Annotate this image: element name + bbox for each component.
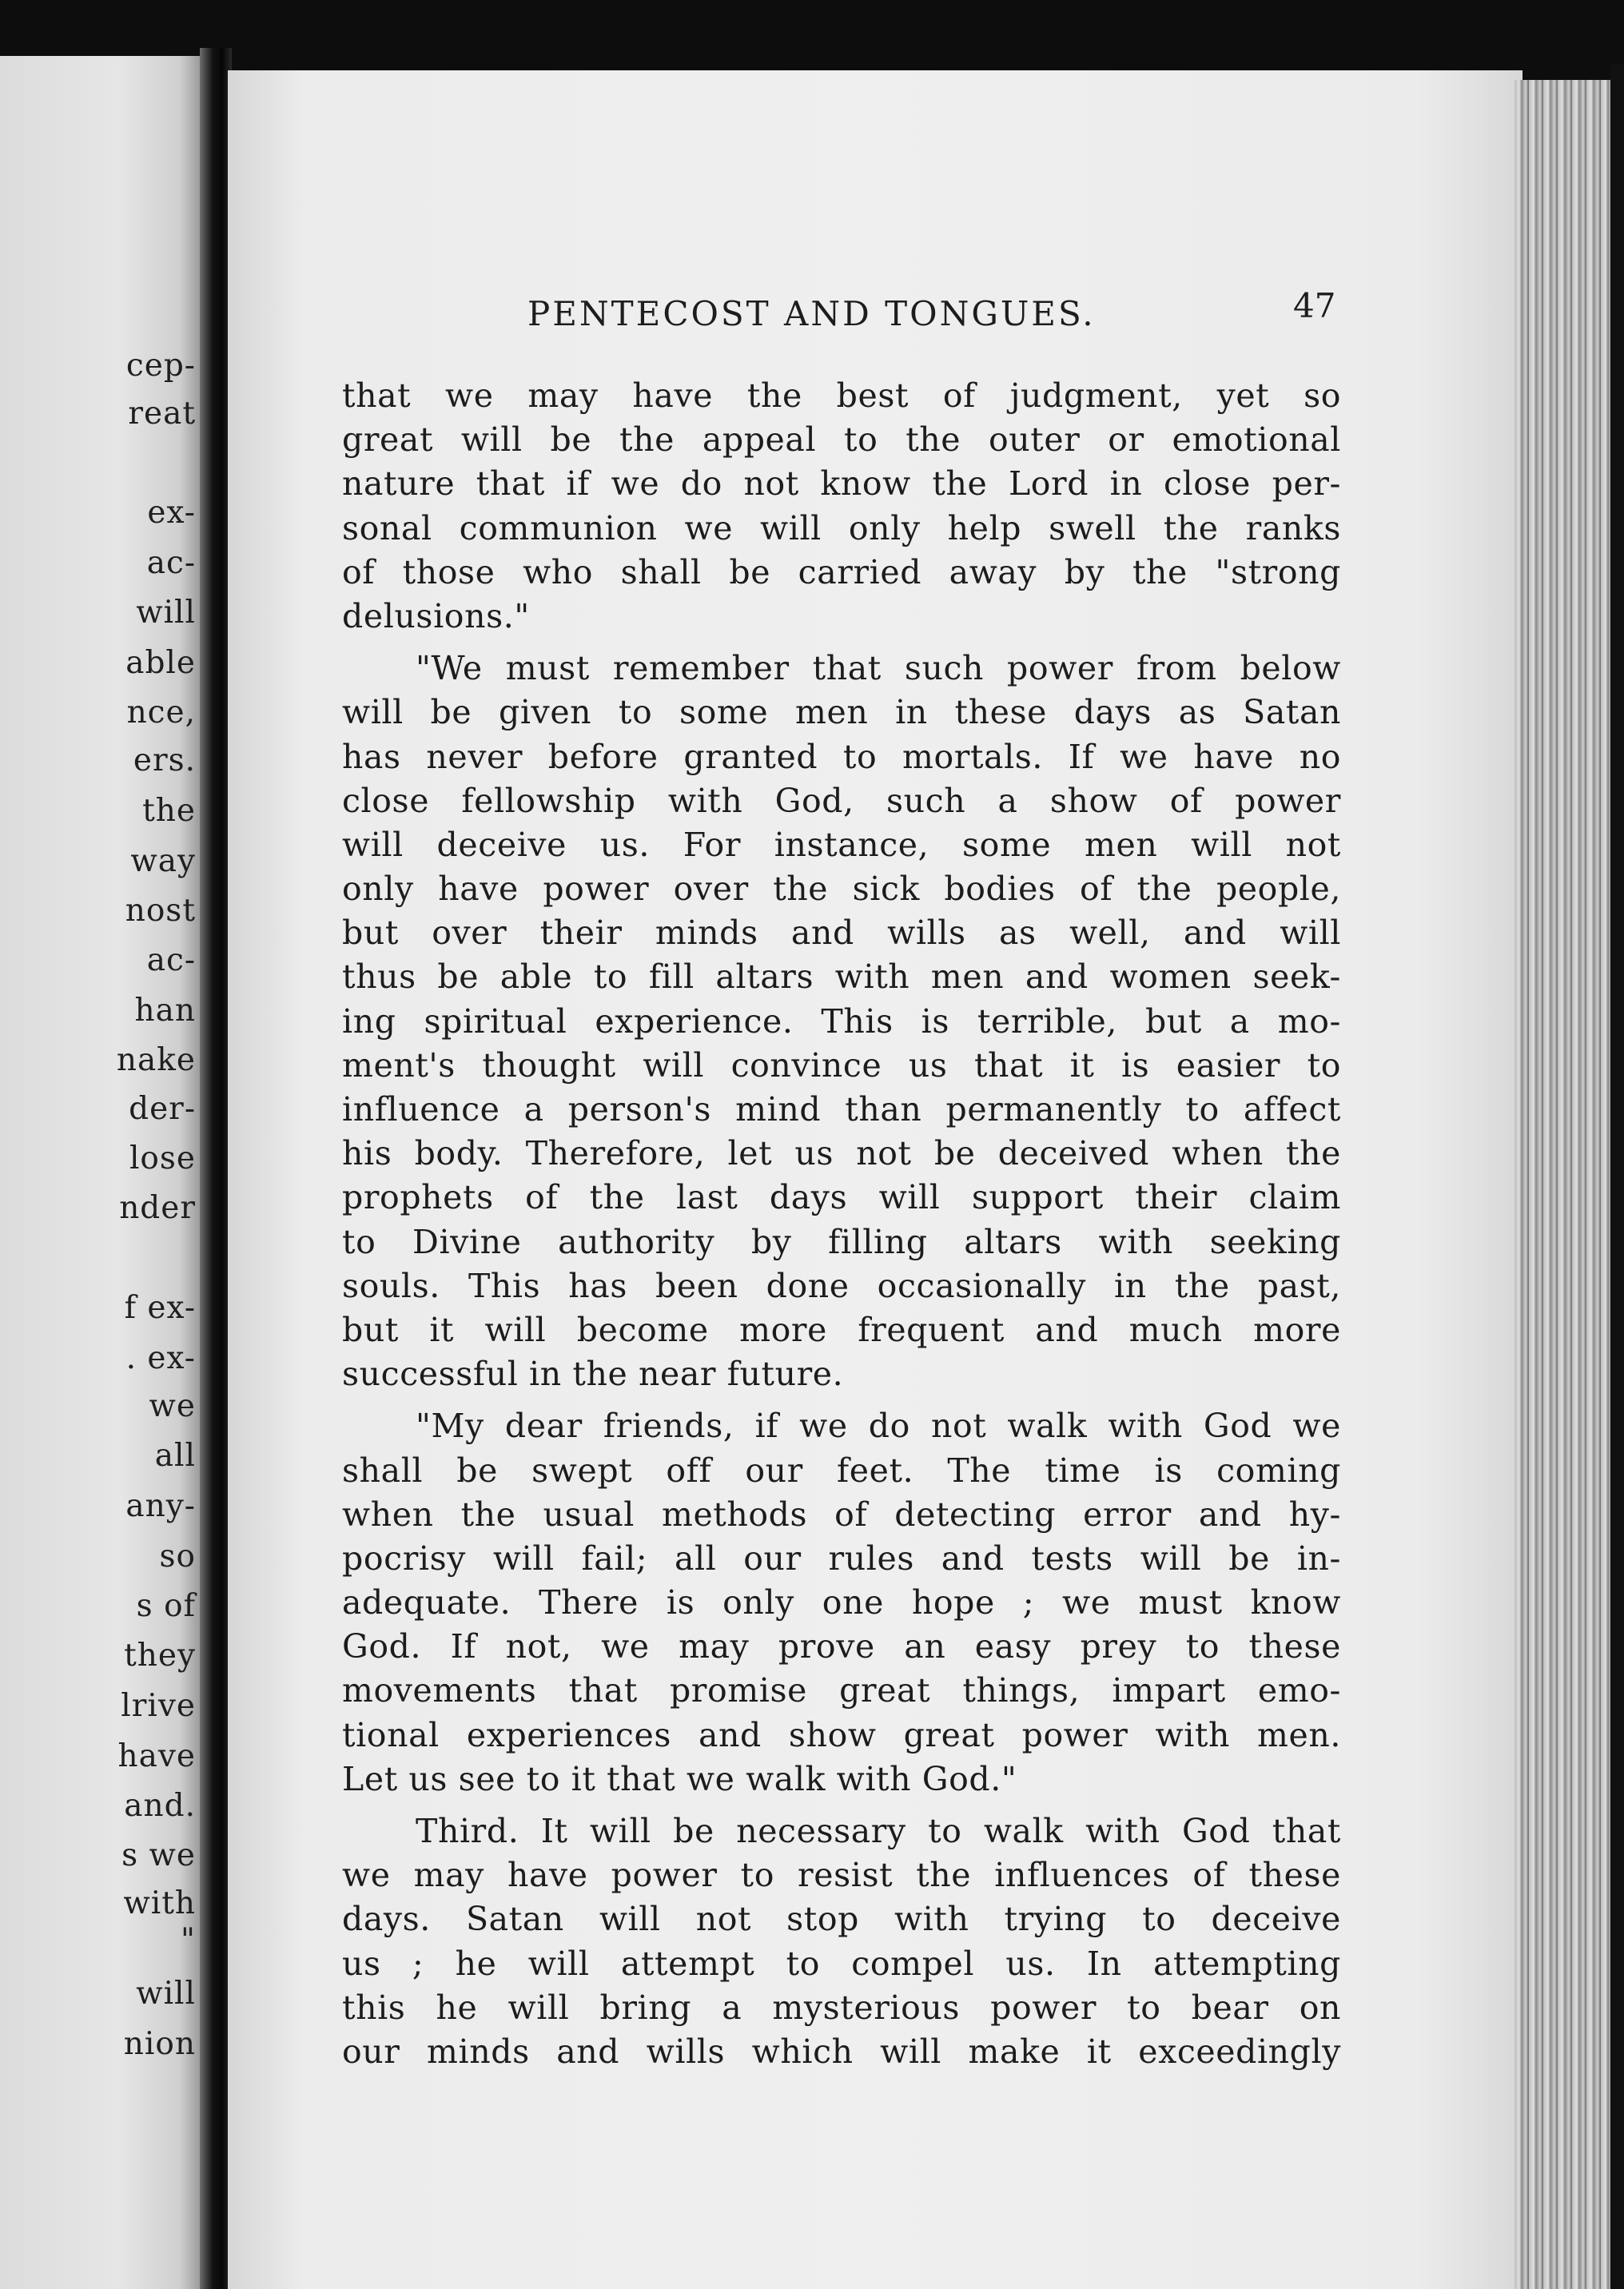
left-page-fragment: will: [136, 1976, 196, 2012]
left-page-fragment: cep-: [125, 348, 196, 384]
page-edges: [1515, 80, 1610, 2289]
paragraph: [342, 374, 1341, 639]
text-line: nature that if we do not know the Lord in close per-: [342, 464, 1341, 504]
text-line: this he will bring a mysterious power to bear on: [342, 1988, 1341, 2027]
text-line: us ; he will attempt to compel us. In attempting: [342, 1944, 1341, 1983]
left-page-fragment: way: [130, 843, 196, 879]
paragraph-gap: [342, 639, 1341, 647]
left-page-fragment: ex-: [147, 495, 196, 531]
left-page-fragment: able: [125, 645, 196, 681]
text-line: we may have power to resist the influences of these: [342, 1856, 1341, 1895]
text-line: thus be able to fill altars with men and women seek-: [342, 957, 1341, 997]
left-page-fragment: f ex-: [124, 1290, 196, 1326]
paragraph-gap: [342, 1801, 1341, 1809]
text-line: only have power over the sick bodies of the people,: [342, 870, 1341, 909]
left-page-fragment: nost: [125, 893, 196, 929]
left-page-fragment: nder: [119, 1190, 196, 1226]
text-line: shall be swept off our feet. The time is coming: [342, 1451, 1341, 1490]
text-line: pocrisy will fail; all our rules and tests will be in-: [342, 1539, 1341, 1578]
paragraph: [342, 1404, 1341, 1801]
running-title: PENTECOST AND TONGUES.: [527, 294, 1096, 333]
paragraph-gap: [342, 1396, 1341, 1404]
text-line: days. Satan will not stop with trying to deceive: [342, 1900, 1341, 1939]
left-page-fragment: lrive: [121, 1688, 196, 1724]
text-line: tional experiences and show great power with men.: [342, 1715, 1341, 1754]
text-line: prophets of the last days will support their claim: [342, 1178, 1341, 1217]
text-line: his body. Therefore, let us not be deceived when the: [342, 1134, 1341, 1173]
text-line: Third. It will be necessary to walk with God that: [416, 1812, 1341, 1850]
text-line: but over their minds and wills as well, and will: [342, 914, 1341, 953]
text-line: adequate. There is only one hope ; we must know: [342, 1583, 1341, 1622]
text-line: that we may have the best of judgment, yet so: [342, 376, 1341, 415]
paragraph: [342, 1809, 1341, 2074]
text-line: close fellowship with God, such a show of power: [342, 781, 1341, 820]
text-line: "My dear friends, if we do not walk with God we: [416, 1407, 1341, 1446]
text-line: has never before granted to mortals. If we have no: [342, 737, 1341, 776]
text-line: influence a person's mind than permanently to affect: [342, 1090, 1341, 1129]
left-page-fragment: ac-: [146, 545, 196, 581]
page-header: [527, 286, 1336, 342]
text-line: when the usual methods of detecting error and hy-: [342, 1495, 1341, 1534]
left-page-fragment: ": [181, 1922, 196, 1958]
left-page-fragment: so: [159, 1539, 196, 1574]
left-page-fragment: with: [123, 1885, 196, 1921]
text-line: to Divine authority by filling altars with seeking: [342, 1222, 1341, 1261]
edge-shadow: [1610, 64, 1624, 2289]
text-line: will deceive us. For instance, some men will not: [342, 825, 1341, 864]
left-page-fragment: s we: [121, 1837, 196, 1873]
left-page-fragment: all: [154, 1438, 196, 1474]
left-page-fragment: reat: [128, 396, 196, 432]
book-gutter: [200, 48, 232, 2289]
page-number: 47: [1293, 286, 1336, 325]
text-line: our minds and wills which will make it exceedingly: [342, 2032, 1341, 2071]
text-line: sonal communion we will only help swell the ranks: [342, 508, 1341, 547]
left-page-fragment: . ex-: [125, 1340, 196, 1376]
left-page-fragment: nake: [116, 1042, 196, 1078]
left-page-fragment: han: [134, 993, 196, 1029]
left-page-fragment: will: [136, 595, 196, 631]
left-page-fragment: we: [149, 1388, 196, 1424]
text-line: great will be the appeal to the outer or emotional: [342, 420, 1341, 460]
left-page-text-fragments: [0, 56, 200, 2289]
text-line: successful in the near future.: [342, 1355, 844, 1394]
left-page-fragment: have: [117, 1738, 196, 1774]
left-page-fragment: der-: [129, 1091, 196, 1127]
left-page-fragment: nion: [123, 2026, 196, 2062]
left-page-fragment: nce,: [126, 695, 196, 730]
text-line: delusions.": [342, 596, 530, 635]
left-page-fragment: ers.: [133, 742, 196, 778]
text-line: ing spiritual experience. This is terrible, but a mo-: [342, 1001, 1341, 1041]
left-page-fragment: the: [142, 793, 196, 829]
text-line: God. If not, we may prove an easy prey to these: [342, 1627, 1341, 1666]
left-page-fragment: lose: [129, 1141, 196, 1176]
text-line: movements that promise great things, impart emo-: [342, 1671, 1341, 1710]
left-page-fragment: s of: [136, 1588, 196, 1624]
page-body-text: [342, 374, 1341, 2074]
text-line: ment's thought will convince us that it is easier to: [342, 1045, 1341, 1085]
text-line: of those who shall be carried away by the "strong: [342, 552, 1341, 591]
text-line: Let us see to it that we walk with God.": [342, 1759, 1017, 1798]
left-page-fragment: and.: [124, 1788, 196, 1824]
left-page-fragment: they: [124, 1638, 196, 1674]
left-facing-page: [0, 56, 200, 2289]
text-line: souls. This has been done occasionally in the past,: [342, 1266, 1341, 1305]
left-page-fragment: ac-: [146, 942, 196, 978]
text-line: "We must remember that such power from below: [416, 649, 1341, 688]
left-page-fragment: any-: [125, 1488, 196, 1524]
paragraph: [342, 647, 1341, 1396]
text-line: but it will become more frequent and much more: [342, 1310, 1341, 1349]
text-line: will be given to some men in these days as Satan: [342, 693, 1341, 732]
